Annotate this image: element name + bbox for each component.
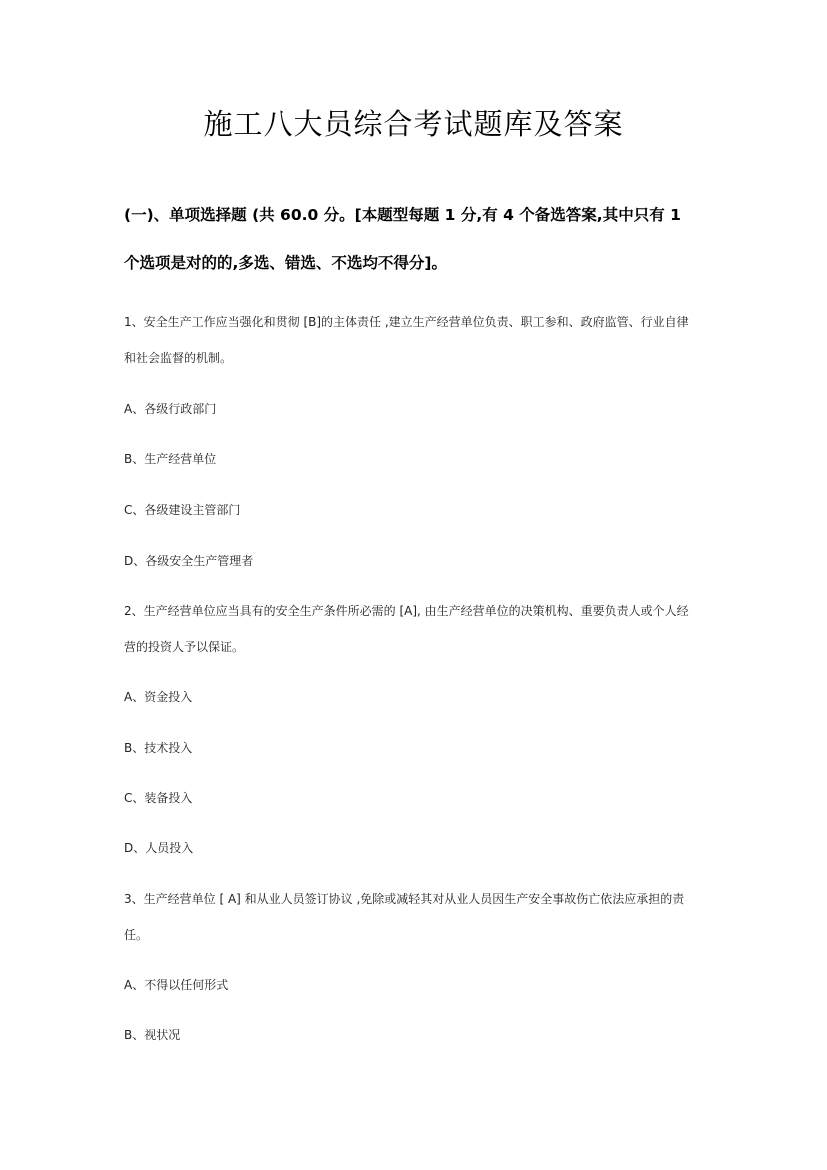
question-1-option-b: B、生产经营单位: [124, 452, 217, 466]
question-2-option-c: C、装备投入: [124, 791, 193, 805]
question-2-option-b: B、技术投入: [124, 741, 193, 755]
question-1-option-d: D、各级安全生产管理者: [124, 554, 254, 568]
question-2-option-a: A、资金投入: [124, 690, 193, 704]
document-title: 施工八大员综合考试题库及答案: [203, 107, 624, 141]
question-1-option-a: A、各级行政部门: [124, 402, 217, 416]
question-1-stem-line-2: 和社会监督的机制。: [124, 351, 233, 365]
question-2-stem-line-2: 营的投资人予以保证。: [124, 640, 245, 654]
question-3-option-a: A、不得以任何形式: [124, 978, 229, 992]
question-2-stem-line-1: 2、生产经营单位应当具有的安全生产条件所必需的 [A], 由生产经营单位的决策机构、重要负责人或个人经: [124, 604, 689, 618]
question-1-option-c: C、各级建设主管部门: [124, 503, 241, 517]
section-header-line-1: (一)、单项选择题 (共 60.0 分。[本题型每题 1 分,有 4 个备选答案,其中只有 1: [124, 206, 681, 224]
question-2-option-d: D、人员投入: [124, 841, 194, 855]
question-3-stem-line-2: 任。: [124, 928, 149, 942]
section-header-line-2: 个选项是对的的,多选、错选、不选均不得分]。: [124, 254, 447, 272]
question-3-option-b: B、视状况: [124, 1028, 181, 1042]
question-1-stem-line-1: 1、安全生产工作应当强化和贯彻 [B]的主体责任 ,建立生产经营单位负责、职工参和、政府监管、行业自律: [124, 315, 689, 329]
question-3-stem-line-1: 3、生产经营单位 [ A] 和从业人员签订协议 ,免除或减轻其对从业人员因生产安全事故伤亡依法应承担的责: [124, 892, 685, 906]
